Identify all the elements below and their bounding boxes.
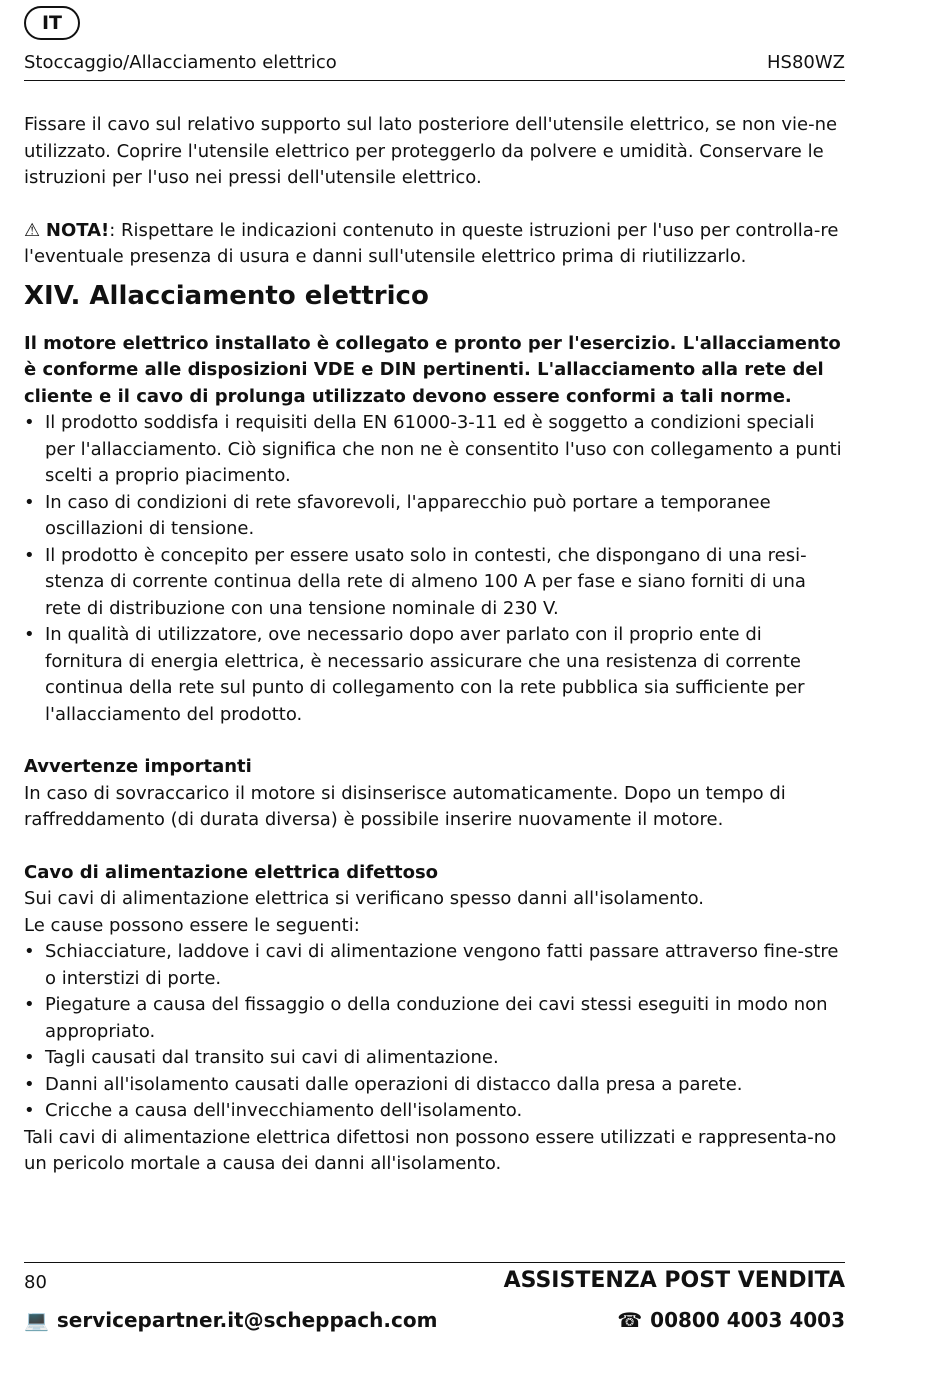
list-item: • Tagli causati dal transito sui cavi di alimentazione.	[24, 1047, 499, 1068]
section-title: Stoccaggio/Allacciamento elettrico	[24, 52, 337, 73]
language-code: IT	[41, 12, 63, 34]
service-title: ASSISTENZA POST VENDITA	[503, 1268, 845, 1293]
list-item: • In caso di condizioni di rete sfavorevoli, l'apparecchio può portare a temporanee oscillazioni di tensione.	[24, 491, 771, 539]
service-email[interactable]	[24, 1308, 437, 1332]
list-item: • Danni all'isolamento causati dalle operazioni di distacco dalla presa a parete.	[24, 1073, 743, 1095]
footer-divider	[24, 1262, 845, 1263]
phone-number[interactable]: 00800 4003 4003	[650, 1308, 845, 1332]
page-header	[24, 50, 845, 81]
note-label: NOTA!	[45, 219, 110, 241]
note-paragraph	[24, 218, 845, 271]
list-item: • Schiacciature, laddove i cavi di alimentazione vengono fatti passare attraverso fine-stre o interstizi di porte.	[24, 941, 839, 989]
warning-icon: ⚠	[24, 219, 41, 241]
page-content	[24, 112, 845, 1178]
electrical-bullet-list	[24, 410, 845, 728]
language-badge	[24, 6, 80, 40]
warnings-title: Avvertenze importanti	[24, 756, 252, 777]
section-heading: XIV. Allacciamento elettrico	[24, 280, 429, 311]
list-item: • Cricche a causa dell'invecchiamento dell'isolamento.	[24, 1100, 523, 1121]
list-item: • Il prodotto soddisfa i requisiti della EN 61000-3-11 ed è soggetto a condizioni speciali per l'allacciamento. Ciò significa che non ne è consentito l'uso con collegamento a punti scelti a proprio piacimento.	[24, 412, 842, 486]
electrical-intro: Il motore elettrico installato è collegato e pronto per l'esercizio. L'allacciamento è conforme alle disposizioni VDE e DIN pertinenti. L'allacciamento alla rete del cliente e il cavo di prolunga utilizzato devono essere conformi a tali norme.	[24, 332, 841, 407]
cable-closing: Tali cavi di alimentazione elettrica difettosi non possono essere utilizzati e rappresenta-no un pericolo mortale a causa dei danni all'isolamento.	[24, 1126, 837, 1174]
note-text: : Rispettare le indicazioni contenuto in queste istruzioni per l'uso per controlla-re l'eventuale presenza di usura e danni sull'utensile elettrico prima di riutilizzarlo.	[24, 219, 839, 267]
email-address[interactable]: servicepartner.it@scheppach.com	[56, 1308, 438, 1332]
model-number: HS80WZ	[767, 52, 845, 73]
storage-paragraph: Fissare il cavo sul relativo supporto sul lato posteriore dell'utensile elettrico, se non vie-ne utilizzato. Coprire l'utensile elettrico per proteggerlo da polvere e umidità. Conservare le istruzioni per l'uso nei pressi dell'utensile elettrico.	[24, 114, 838, 188]
computer-icon: 💻	[24, 1308, 49, 1332]
list-item: • In qualità di utilizzatore, ove necessario dopo aver parlato con il proprio ente di fornitura di energia elettrica, è necessario assicurare che una resistenza di corrente continua della rete sul punto di collegamento con la rete pubblica sia sufficiente per l'allacciamento del prodotto.	[24, 624, 805, 725]
list-item: • Il prodotto è concepito per essere usato solo in contesti, che dispongano di una resi-stenza di corrente continua della rete di almeno 100 A per fase e siano forniti di una rete di distribuzione con una tensione nominale di 230 V.	[24, 544, 807, 619]
list-item: • Piegature a causa del fissaggio o della conduzione dei cavi stessi eseguiti in modo non appropriato.	[24, 994, 828, 1042]
service-phone[interactable]	[617, 1308, 845, 1332]
warnings-text: In caso di sovraccarico il motore si disinserisce automaticamente. Dopo un tempo di raffreddamento (di durata diversa) è possibile inserire nuovamente il motore.	[24, 782, 786, 830]
page-number: 80	[24, 1272, 47, 1293]
cable-title: Cavo di alimentazione elettrica difettoso	[24, 861, 439, 883]
cable-line-1: Sui cavi di alimentazione elettrica si verificano spesso danni all'isolamento.	[24, 888, 705, 909]
phone-icon: ☎	[617, 1308, 643, 1332]
cable-line-2: Le cause possono essere le seguenti:	[24, 914, 360, 936]
manual-page	[24, 0, 845, 1374]
cable-bullet-list	[24, 939, 845, 1125]
